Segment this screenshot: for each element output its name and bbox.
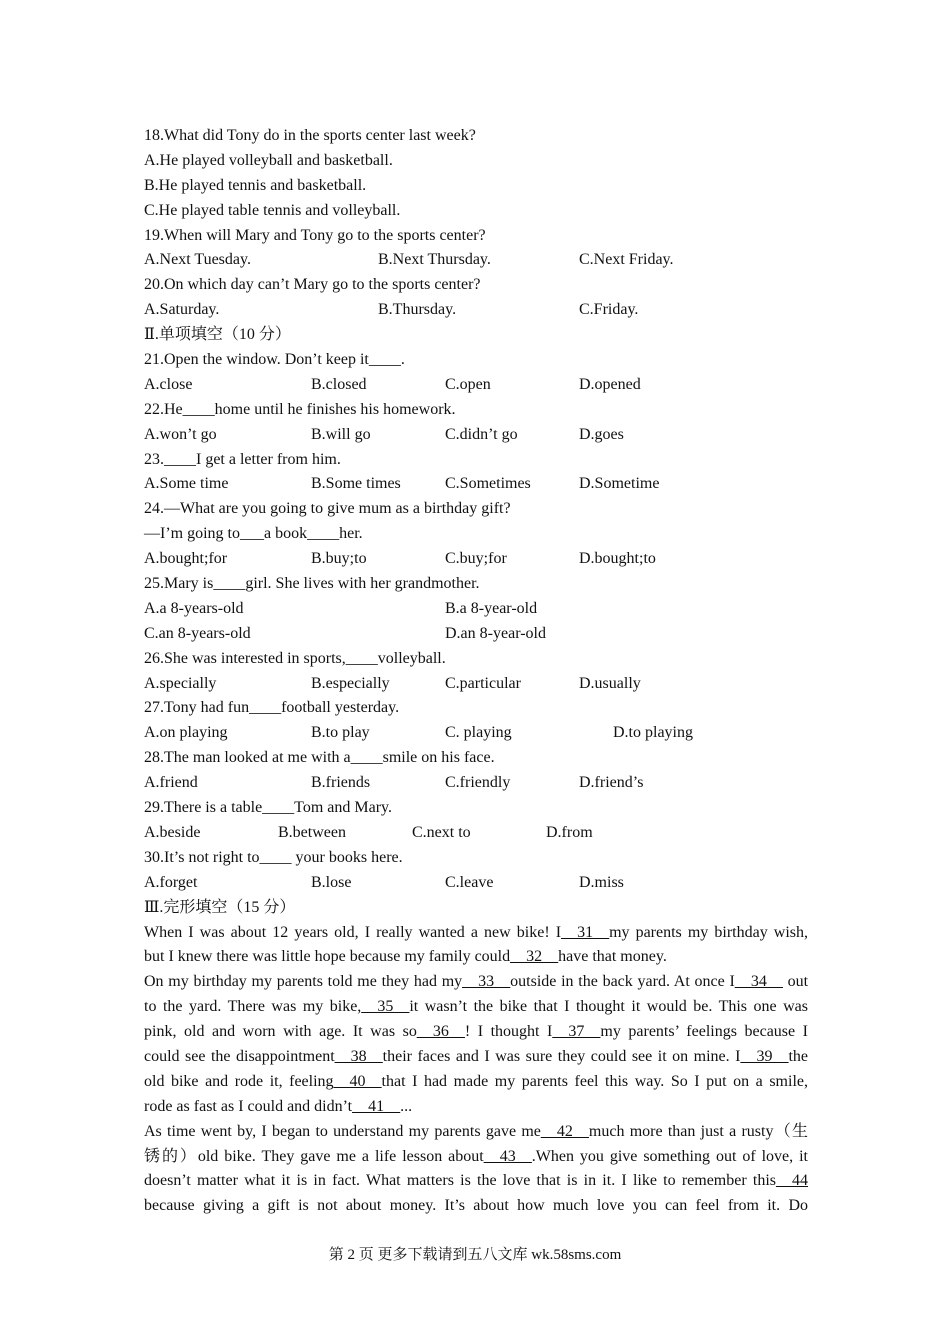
option-21b: B.closed bbox=[311, 375, 367, 393]
passage-line: rode as fast as I could and didn’t__41__... bbox=[144, 1097, 413, 1115]
question-20: 20.On which day can’t Mary go to the sports center? bbox=[144, 276, 481, 294]
option-27b: B.to play bbox=[311, 724, 370, 742]
option-30a: A.forget bbox=[144, 873, 198, 891]
option-24d: D.bought;to bbox=[579, 550, 656, 568]
blank-34: __34__ bbox=[734, 973, 783, 991]
option-23d: D.Sometime bbox=[579, 475, 660, 493]
option-20a: A.Saturday. bbox=[144, 301, 220, 319]
option-20b: B.Thursday. bbox=[378, 301, 457, 319]
blank-39: __39__ bbox=[740, 1047, 789, 1065]
option-21c: C.open bbox=[445, 375, 491, 393]
option-24b: B.buy;to bbox=[311, 550, 367, 568]
option-28a: A.friend bbox=[144, 774, 198, 792]
options-25-row1 bbox=[144, 597, 808, 622]
passage-line: but I knew there was little hope because my family could__32__have that money. bbox=[144, 948, 667, 966]
exam-page bbox=[144, 124, 808, 1219]
options-23 bbox=[144, 472, 808, 497]
options-24 bbox=[144, 547, 808, 572]
passage-line: When I was about 12 years old, I really wanted a new bike! I__31__my parents my birthday wish, bbox=[144, 923, 809, 941]
passage-line: to the yard. There was my bike,__35__it wasn’t the bike that I thought it would be. This one was bbox=[144, 998, 808, 1016]
option-20c: C.Friday. bbox=[579, 301, 639, 319]
blank-36: __36__ bbox=[416, 1023, 465, 1041]
blank-31: __31__ bbox=[561, 923, 610, 941]
option-26d: D.usually bbox=[579, 674, 641, 692]
option-28c: C.friendly bbox=[445, 774, 511, 792]
passage-line: pink, old and worn with age. It was so__36__! I thought I__37__my parents’ feelings because I bbox=[144, 1023, 809, 1041]
option-26c: C.particular bbox=[445, 674, 521, 692]
option-27a: A.on playing bbox=[144, 724, 228, 742]
blank-33: __33__ bbox=[462, 973, 511, 991]
options-19 bbox=[144, 248, 808, 273]
option-23c: C.Sometimes bbox=[445, 475, 531, 493]
passage-line: On my birthday my parents told me they had my__33__outside in the back yard. At once I__34__ out bbox=[144, 973, 809, 991]
option-29a: A.beside bbox=[144, 823, 201, 841]
question-27: 27.Tony had fun____football yesterday. bbox=[144, 699, 400, 717]
option-18c: C.He played table tennis and volleyball. bbox=[144, 201, 401, 219]
blank-41: __41__ bbox=[352, 1097, 401, 1115]
passage-line: doesn’t matter what it is in fact. What matters is the love that is in it. I like to remember this__44 bbox=[144, 1172, 808, 1190]
blank-42: __42__ bbox=[540, 1122, 589, 1140]
option-25c: C.an 8-years-old bbox=[144, 624, 251, 642]
question-24: 24.—What are you going to give mum as a birthday gift? bbox=[144, 500, 511, 518]
option-25b: B.a 8-year-old bbox=[445, 599, 538, 617]
option-18b: B.He played tennis and basketball. bbox=[144, 176, 367, 194]
question-26: 26.She was interested in sports,____volleyball. bbox=[144, 649, 446, 667]
option-29b: B.between bbox=[278, 823, 346, 841]
option-29d: D.from bbox=[546, 823, 593, 841]
question-21: 21.Open the window. Don’t keep it____. bbox=[144, 351, 405, 369]
question-29: 29.There is a table____Tom and Mary. bbox=[144, 799, 392, 817]
passage-line: old bike and rode it, feeling__40__that I had made my parents feel this way. So I put on a smile, bbox=[144, 1072, 808, 1090]
options-29 bbox=[144, 821, 808, 846]
option-19a: A.Next Tuesday. bbox=[144, 251, 251, 269]
option-21d: D.opened bbox=[579, 375, 641, 393]
section-heading-2: Ⅱ.单项填空（10 分） bbox=[144, 326, 291, 344]
option-30b: B.lose bbox=[311, 873, 352, 891]
passage-line: because giving a gift is not about money. It’s about how much love you can feel from it. Do bbox=[144, 1197, 808, 1215]
question-23: 23.____I get a letter from him. bbox=[144, 450, 341, 468]
options-30 bbox=[144, 871, 808, 896]
option-30d: D.miss bbox=[579, 873, 624, 891]
option-22d: D.goes bbox=[579, 425, 624, 443]
passage-line: As time went by, I began to understand my parents gave me__42__much more than just a rusty（生 bbox=[144, 1122, 808, 1140]
option-25a: A.a 8-years-old bbox=[144, 599, 244, 617]
options-21 bbox=[144, 373, 808, 398]
passage-line: could see the disappointment__38__their faces and I was sure they could see it on mine. I__39__the bbox=[144, 1047, 808, 1065]
option-28b: B.friends bbox=[311, 774, 371, 792]
blank-38: __38__ bbox=[334, 1047, 383, 1065]
option-19b: B.Next Thursday. bbox=[378, 251, 491, 269]
question-25: 25.Mary is____girl. She lives with her grandmother. bbox=[144, 575, 480, 593]
option-23a: A.Some time bbox=[144, 475, 229, 493]
blank-40: __40__ bbox=[333, 1072, 382, 1090]
blank-35: __35__ bbox=[361, 998, 410, 1016]
blank-43: __43__ bbox=[483, 1147, 532, 1165]
option-22a: A.won’t go bbox=[144, 425, 217, 443]
options-26 bbox=[144, 672, 808, 697]
section-heading-3: Ⅲ.完形填空（15 分） bbox=[144, 898, 296, 916]
option-24a: A.bought;for bbox=[144, 550, 228, 568]
options-22 bbox=[144, 423, 808, 448]
options-25-row2 bbox=[144, 622, 808, 647]
option-22b: B.will go bbox=[311, 425, 371, 443]
option-26b: B.especially bbox=[311, 674, 390, 692]
option-27d: D.to playing bbox=[613, 724, 693, 742]
page-footer: 第 2 页 更多下载请到五八文库 wk.58sms.com bbox=[328, 1247, 622, 1263]
option-18a: A.He played volleyball and basketball. bbox=[144, 151, 393, 169]
blank-37: __37__ bbox=[552, 1023, 601, 1041]
question-22: 22.He____home until he finishes his homework. bbox=[144, 400, 456, 418]
option-29c: C.next to bbox=[412, 823, 471, 841]
options-28 bbox=[144, 771, 808, 796]
options-27 bbox=[144, 721, 808, 746]
option-26a: A.specially bbox=[144, 674, 217, 692]
option-19c: C.Next Friday. bbox=[579, 251, 674, 269]
question-28: 28.The man looked at me with a____smile on his face. bbox=[144, 749, 495, 767]
option-22c: C.didn’t go bbox=[445, 425, 518, 443]
option-24c: C.buy;for bbox=[445, 550, 507, 568]
question-24-reply: —I’m going to___a book____her. bbox=[144, 525, 363, 543]
options-20 bbox=[144, 298, 808, 323]
option-27c: C. playing bbox=[445, 724, 512, 742]
option-23b: B.Some times bbox=[311, 475, 401, 493]
question-18: 18.What did Tony do in the sports center last week? bbox=[144, 127, 476, 144]
option-21a: A.close bbox=[144, 375, 193, 393]
passage-line: 锈的）old bike. They gave me a life lesson about__43__.When you give something out of love, it bbox=[144, 1147, 808, 1165]
option-25d: D.an 8-year-old bbox=[445, 624, 546, 642]
option-28d: D.friend’s bbox=[579, 774, 644, 792]
blank-32: __32__ bbox=[510, 948, 559, 966]
blank-44: __44 bbox=[776, 1172, 808, 1190]
question-19: 19.When will Mary and Tony go to the sports center? bbox=[144, 226, 486, 244]
question-30: 30.It’s not right to____ your books here. bbox=[144, 848, 403, 866]
option-30c: C.leave bbox=[445, 873, 494, 891]
